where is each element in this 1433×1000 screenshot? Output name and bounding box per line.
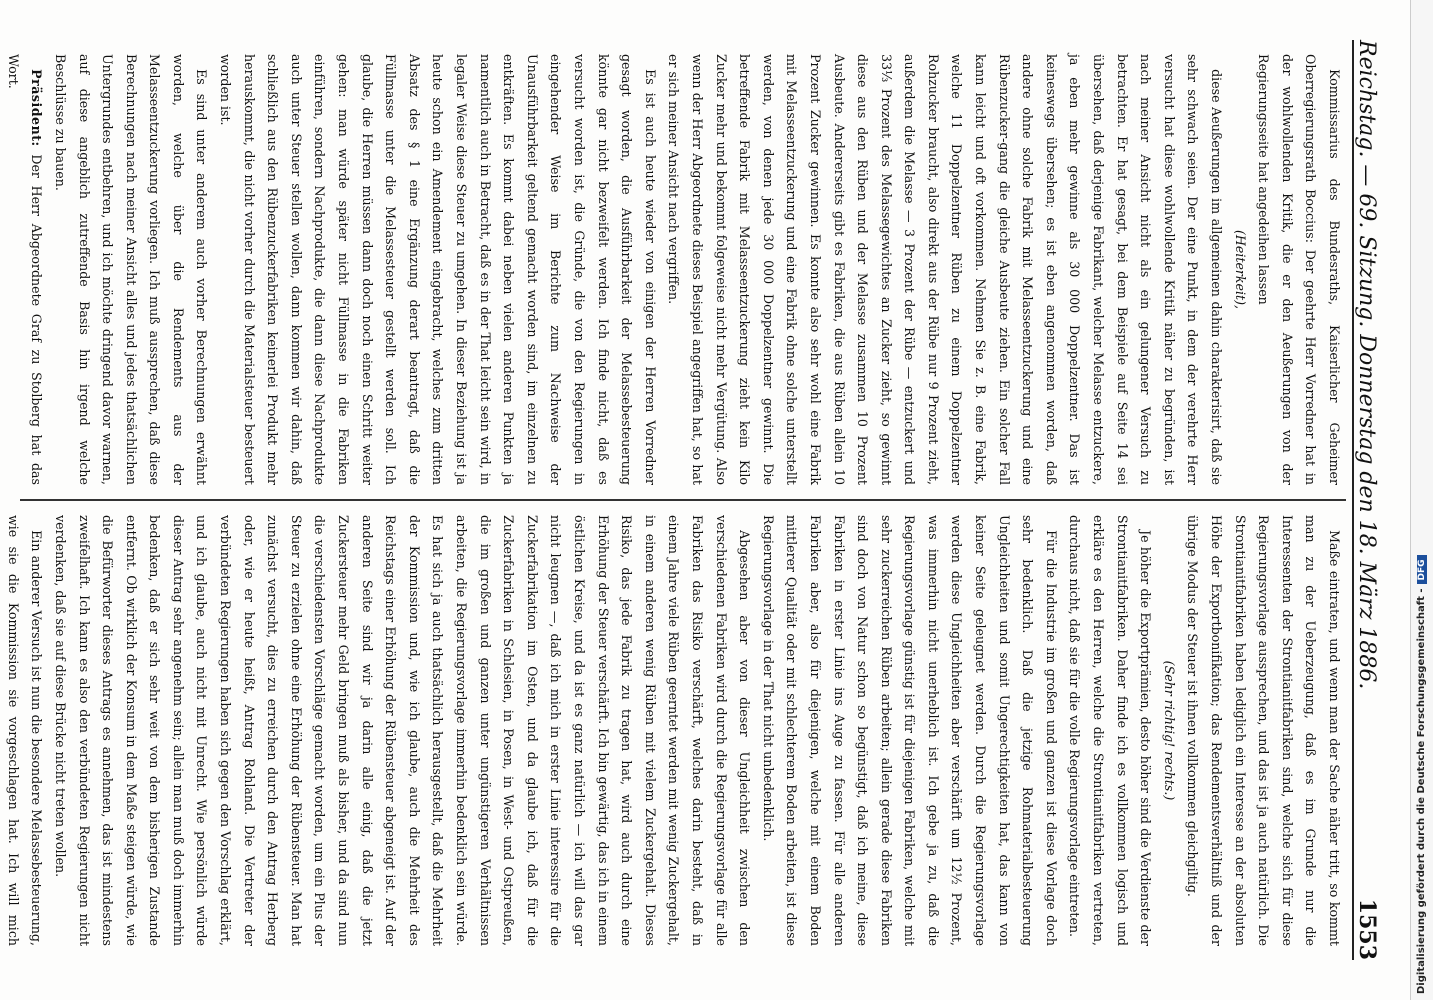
body-paragraph: Kommissarius des Bundesraths, Kaiserlicher Geheimer Oberregierungsrath Boccius: Der geehrte Herr Vorredner hat in der wohlwollenden Kritik, die er den Aeußerungen von der Regierungsseite hat angedeihen lassen: [1256, 54, 1342, 485]
body-paragraph: Abgesehen aber von dieser Ungleichheit zwischen den verschiedenen Fabriken wird durch die Regierungsvorlage für alle Fabriken das Risiko verschärft, welches darin besteht, daß in einem Jahre viele Rüben geerntet werden mit wenig Zuckergehalt, in einem anderen wenig Rüben mit vielem Zuckergehalt. Dieses Risiko, das jede Fabrik zu tragen hat, wird auch durch eine Erhöhung der Steuer verschärft. Ich bin gewärtig, das ich in einem östlichen Kreise, und da ist es ganz natürlich — ich will das gar nicht leugnen —, daß ich mich in erster Linie interessire für die Zuckerfabrikation im Osten, und da glaube ich, daß für die Zuckerfabriken in Schlesien, in Posen, in West- und Ostpreußen, die im großen und ganzen unter ungünstigeren Verhältnissen arbeiten, die Regierungsvorlage immerhin bedenklich sein würde. Es hat sich ja auch thatsächlich herausgestellt, daß die Mehrheit der Kommission und, wie ich glaube, auch die Mehrheit des Reichstags einer Erhöhung der Rübensteuer abgeneigt ist. Auf der anderen Seite sind wir ja darin alle einig, daß die jetzt Zuckersteuer mehr Geld bringen muß als bisher, und da sind nun die verschiedensten Vorschläge gemacht worden, um ein Plus der Steuer zu erzielen ohne eine Erhöhung der Rübensteuer. Man hat zunächst versucht, dies zu erreichen durch den Antrag Herberg oder, wie er heute heißt, Antrag Rohland. Die Vertreter der verbündeten Regierungen haben sich gegen den Vorschlag erklärt, und ich glaube, auch nicht mit Unrecht. Wie persönlich würde dieser Antrag sehr angenehm sein; allein man muß doch immerhin bedenken, daß er sich sehr weit von dem bisherigen Zustande entfernt. Ob wirklich der Konsum in dem Maße steigen würde, wie die Befürworter dieses Antrags es annehmen, das ist mindestens zweifelhaft. Ich kann es also den verbündeten Regierungen nicht verdenken, daß sie auf diese Brücke nicht treten wollen.: [52, 515, 753, 946]
page-number: 1553: [1354, 898, 1380, 960]
body-paragraph: diese Aeußerungen im allgemeinen dahin charakterisirt, daß sie sehr schwach seien. Der eine Punkt, in dem der verehrte Herr versucht hat diese wohlwollende Kritik näher zu begründen, ist nach meiner Ansicht nicht als ein gelungener Versuch zu betrachten. Er hat gesagt, bei dem Beispiele auf Seite 14 sei übersehen, daß derjenige Fabrikant, welcher Melasse entzuckere, ja eben mehr gewinne als 30 000 Doppelzentner. Das ist keineswegs übersehen; es ist eben angenommen worden, daß andere ohne solche Fabrik mit Melasseentzuckerung und eine Rübenzucker-gang die gleiche Ausbeute ziehen. Ein solcher Fall kann leicht und oft vorkommen. Nehmen Sie z. B. eine Fabrik, welche 11 Doppelzentner Rüben zu einem Doppelzentner Rohzucker braucht, also direkt aus der Rübe nur 9 Prozent zieht, außerdem die Melasse — 3 Prozent der Rübe — entzuckert und 33⅓ Prozent des Melassegewichtes an Zucker zieht, so gewinnt diese aus den Rüben und der Melasse zusammen 10 Prozent Ausbeute. Andererseits gibt es Fabriken, die aus Rüben allein 10 Prozent Zucker gewinnen. Es konnte also sehr wohl eine Fabrik mit Melasseentzuckerung und eine Fabrik ohne solche unterstellt werden, von denen jede 30 000 Doppelzentner gewinnt. Die betreffende Fabrik mit Melasseentzuckerung zieht kein Kilo Zucker mehr und bekommt folgeweise nicht mehr Vergütung. Also wenn der Herr Abgeordnete dieses Beispiel angegriffen hat, so hat er sich meiner Ansicht nach vergriffen.: [666, 54, 1225, 485]
body-paragraph: Je höher die Exportprämien, desto höher sind die Verdienste der Strontianitfabriken. Daher finde ich es vollkommen logisch und erkläre es den Herren, welche die Strontianitfabriken vertreten, durchaus nicht, daß sie für die volle Regierungsvorlage eintreten.: [1067, 515, 1154, 946]
body-paragraph: Es sind unter anderem auch vorher Berechnungen erwähnt worden, welche über die Rendements aus der Melasseentzuckerung vorliegen. Ich muß aussprechen, daß diese Berechnungen nach meiner Ansicht alles und jedes thatsächlichen Untergrundes entbehren, und ich möchte dringend davor warnen, auf diese angeblich zutreffende Basis hin irgend welche Beschlüsse zu bauen.: [52, 54, 210, 485]
body-paragraph: Es ist auch heute wieder von einigen der Herren Vorredner gesagt worden, die Ausführbarkeit der Melassebesteuerung könnte gar nicht bezweifelt werden. Ich finde nicht, daß es versucht worden ist, die Gründe, die von den Regierungen in eingehender Weise im Berichte zum Nachweise der Unausführbarkeit geltend gemacht worden sind, im einzelnen zu entkräften. Es kommt dabei neben vielen anderen Punkten ja namentlich auch in Betracht, daß es in der That leicht sein wird, in legaler Weise diese Steuer zu umgehen. In dieser Beziehung ist ja heute schon ein Amendement eingebracht, welches zum dritten Absatz des § 1 eine Ergänzung derart beantragt, daß die Füllmasse unter die Melassesteuer gestellt werden soll. Ich glaube, die Herren müssen dann doch noch einen Schritt weiter gehen: man würde später nicht Füllmasse in die Fabriken einführen, sondern Nachprodukte, die dann diese Nachprodukte auch unter Steuer stellen wollen, dann kommen wir dahin, daß schließlich aus den Rübenzuckerfabriken keinerlei Produkt mehr herauskommt, die nicht vorher durch die Materialsteuer besteuert worden ist.: [218, 54, 658, 485]
body-paragraph: Maße eintraten, und wenn man der Sache näher tritt, so kommt man zu der Ueberzeugung, daß es im Grunde nur die Interessenten der Strontianitfabriken sind, welche sich für diese Regierungsvorlage aussprechen, und das ist ja auch natürlich. Die Strontianitfabriken haben lediglich ein Interesse an der absoluten Höhe der Exportbonifikation; das Rendementsverhältniß und der übrige Modus der Steuer ist ihnen vollkommen gleichgiltig.: [1185, 515, 1342, 946]
digitization-credit: [1411, 0, 1433, 1000]
left-column: [5, 40, 1346, 499]
body-paragraph: Für die Industrie im großen und ganzen ist diese Vorlage doch sehr bedenklich. Daß die jetzige Rohmaterialbesteuerung Ungleichheiten und somit Ungerechtigkeiten hat, das kann von keiner Seite geleugnet werden. Durch die Regierungsvorlage werden diese Ungleichheiten aber verschärft um 12½ Prozent, was immerhin nicht unerheblich ist. Ich gebe ja zu, daß die Regierungsvorlage günstig ist für diejenigen Fabriken, welche mit sehr zuckerreichen Rüben arbeiten; allein gerade diese Fabriken sind doch von Natur schon so begünstigt, daß ich meine, diese Fabriken in erster Linie ins Auge zu fassen. Für alle anderen Fabriken aber, also für diejenigen, welche mit einem Boden mittlerer Qualität oder mit schlechterem Boden arbeiten, ist diese Regierungsvorlage in der That nicht unbedenklich.: [760, 515, 1059, 946]
speaker-paragraph: [1, 54, 48, 485]
speaker-name: Präsident:: [29, 69, 45, 147]
digitization-sidebar: [1410, 0, 1433, 1000]
credit-text: Digitalisierung gefördert durch die Deutsche Forschungsgemeinschaft -: [1416, 588, 1427, 994]
speaker-paragraph: [0, 54, 1, 485]
interjection: (Sehr richtig! rechts.): [1161, 660, 1177, 801]
dfg-logo: DFG: [1417, 555, 1427, 584]
speech-text: Der Herr Abgeordnete Graf zu Stolberg hat das Wort.: [5, 54, 45, 485]
running-header: [1352, 40, 1398, 960]
header-title: Reichstag. — 69. Sitzung. Donnerstag den 18. März 1886.: [1354, 40, 1379, 690]
text-columns: [5, 40, 1346, 960]
interjection: (Heiterkeit),: [1232, 230, 1248, 309]
body-paragraph: Ein anderer Versuch ist nun die besondere Melassebesteuerung, wie sie die Kommission sie vorgeschlagen hat. Ich will mich: [5, 515, 45, 946]
right-column: [5, 501, 1346, 960]
